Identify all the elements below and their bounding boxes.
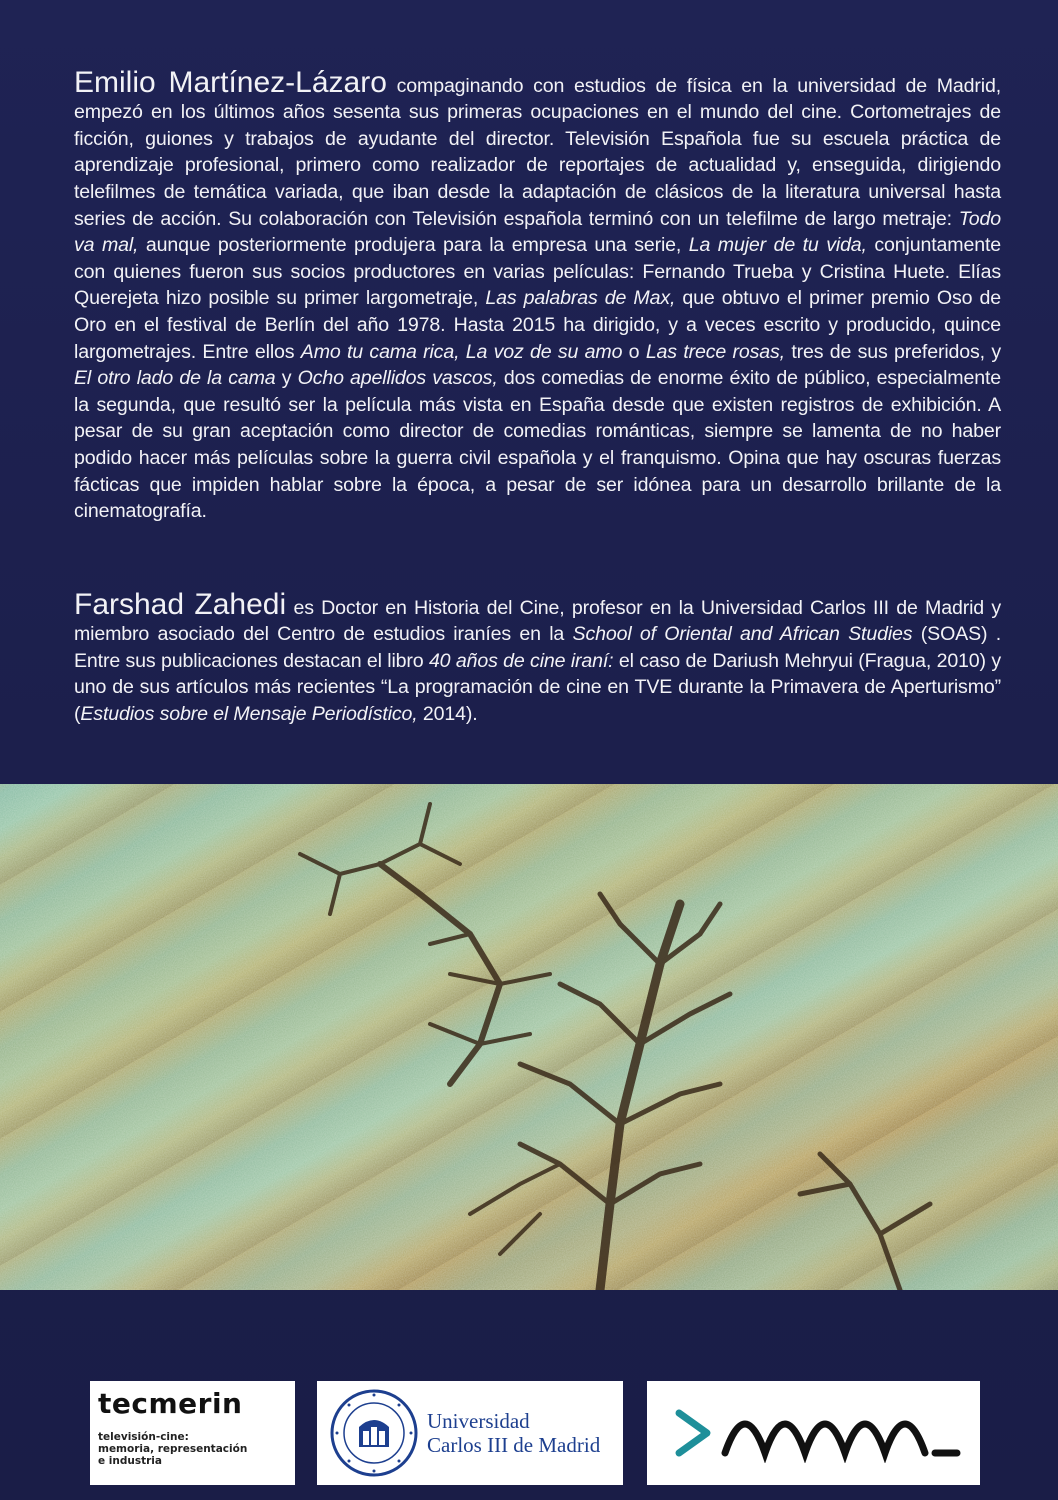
tecmerin-tagline-line: memoria, representación [98, 1443, 248, 1455]
institution-name: School of Oriental and African Studies [572, 623, 913, 646]
film-title: Las palabras de Max, [485, 287, 676, 310]
bio-text: aunque posteriormente produjera para la empresa una serie, [138, 234, 689, 257]
dama-logo [647, 1381, 980, 1485]
bio-zahedi [74, 587, 1002, 728]
dama-wordmark-icon [673, 1403, 963, 1463]
bio-text: conjuntamente con quienes fueron sus socios productores en varias películas: Fernando Trueba y Cristina Huete. Elías Querejeta hizo posible su primer largometraje, [74, 234, 1001, 310]
tecmerin-tagline [98, 1431, 293, 1467]
uc3m-seal-icon [329, 1387, 419, 1479]
uc3m-name [427, 1409, 600, 1457]
tecmerin-tagline-line: e industria [98, 1455, 162, 1467]
bio-text: (SOAS) . Entre sus publicaciones destacan el libro [74, 623, 1002, 672]
bio-text: que obtuvo el primer premio Oso de Oro en el festival de Berlín del año 1978. Hasta 2015 ha dirigido, y a veces escrito y producido, quince largometrajes. Entre ellos [74, 287, 1001, 363]
journal-title: Estudios sobre el Mensaje Periodístico, [80, 702, 418, 725]
tecmerin-logo [90, 1381, 295, 1485]
book-title: 40 años de cine iraní: [428, 649, 614, 672]
dendrite-stone-photo [0, 784, 1058, 1290]
author-name: Farshad Zahedi [74, 587, 287, 621]
series-title: La mujer de tu vida, [688, 234, 867, 257]
bio-text: tres de sus preferidos, y [784, 340, 1001, 363]
bio-text: o [622, 340, 646, 363]
bio-text: compaginando con estudios de física en la universidad de Madrid, empezó en los últimos años sesenta sus primeras ocupaciones en el mundo del cine. Cortometrajes de ficción, guiones y trabajos de ayudante del director. Televisión Española fue su escuela práctica de aprendizaje profesional, primero como realizador de reportajes de actualidad y, enseguida, dirigiendo telefilmes de temática variada, que iban desde la adaptación de clásicos de la literatura universal hasta series de acción. Su colaboración con Televisión española terminó con un telefilme de largo metraje: [74, 74, 1002, 230]
uc3m-logo [317, 1381, 623, 1485]
tecmerin-tagline-line: televisión-cine: [98, 1431, 189, 1443]
bio-text: 2014). [417, 702, 478, 725]
film-title: Todo va mal, [74, 207, 1001, 257]
uc3m-name-line: Universidad [427, 1409, 530, 1433]
tecmerin-wordmark: tecmerin [98, 1387, 243, 1420]
bio-martinez-lazaro [74, 65, 1002, 525]
uc3m-name-line: Carlos III de Madrid [427, 1433, 601, 1457]
film-title: El otro lado de la cama [74, 367, 276, 390]
bio-text: el caso de Dariush Mehryui (Fragua, 2010) y uno de sus artículos más recientes “La programación de cine en TVE durante la Primavera de Aperturismo” ( [74, 649, 1001, 725]
film-title: Ocho apellidos vascos, [297, 367, 498, 390]
bio-text: y [275, 367, 298, 390]
bio-text: es Doctor en Historia del Cine, profesor en la Universidad Carlos III de Madrid y miembro asociado del Centro de estudios iraníes en la [74, 596, 1001, 646]
film-title: Las trece rosas, [645, 340, 785, 363]
author-name: Emilio Martínez-Lázaro [74, 65, 387, 99]
bio-text: dos comedias de enorme éxito de público, especialmente la segunda, que resultó ser la película más vista en España desde que existen registros de exhibición. A pesar de su gran aceptación como director de comedias románticas, siempre se lamenta de no haber podido hacer más películas sobre la guerra civil española y el franquismo. Opina que hay oscuras fuerzas fácticas que impiden hablar sobre la época, a pesar de ser idónea para un desarrollo brillante de la cinematografía. [74, 367, 1001, 523]
film-title: Amo tu cama rica, La voz de su amo [300, 340, 623, 363]
